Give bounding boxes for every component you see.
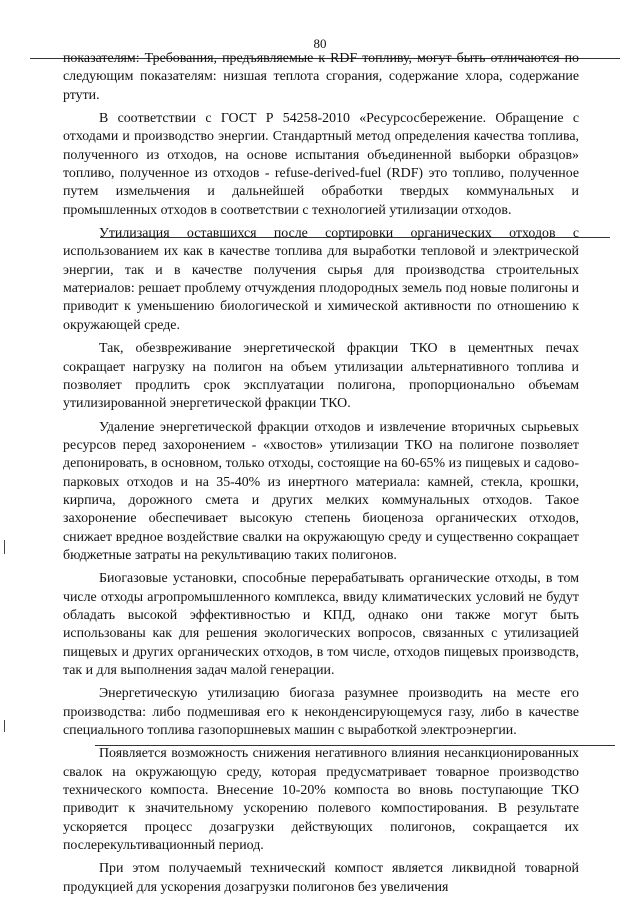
scan-margin-mark-2	[4, 720, 5, 732]
paragraph-7: Энергетическую утилизацию биогаза разумнее производить на месте его производства: либо подмешивая его к неконденсирующемуся газу, либо в качестве специального топлива газопоршневых машин с выработкой электроэнергии.	[63, 686, 579, 739]
paragraph-6: Биогазовые установки, способные перерабатывать органические отходы, в том числе отходы агропромышленного комплекса, ввиду климатических условий не будут обладать высокой эффективностью и КПД, однако они также могут быть использованы как для решения экологических вопросов, связанных с утилизацией пищевых и других органических отходов, в том числе, отходов пищевых производств, так и для выполнения задач малой генерации.	[63, 571, 579, 678]
document-body	[63, 50, 579, 897]
paragraph-2: В соответствии с ГОСТ Р 54258-2010 «Ресурсосбережение. Обращение с отходами и производство энергии. Стандартный метод определения качества топлива, полученного из отходов, на основе испытания объединенной выборки образцов» топливо, полученное из отходов - refuse-derived-fuel (RDF) это топливо, полученное путем измельчения и дальнейшей обработки твердых коммунальных и промышленных отходов в соответствии с технологией утилизации отходов.	[63, 111, 579, 218]
paragraph-5: Удаление энергетической фракции отходов и извлечение вторичных сырьевых ресурсов перед захоронением - «хвостов» утилизации ТКО на полигоне позволяет депонировать, в основном, только отходы, состоящие на 60-65% из пищевых и садово- парковых отходов и на 35-40% из инертного материала: камней, стекла, крошки, кирпича, дорожного смета и других мелких коммунальных отходов. Такое захоронение обеспечивает высокую степень биоценоза органических отходов, снижает вредное воздействие свалки на окружающую среду и существенно сокращает бюджетные затраты на рекультивацию таких полигонов.	[63, 419, 579, 563]
paragraph-8: Появляется возможность снижения негативного влияния несанкционированных свалок на окружающую среду, которая предусматривает товарное производство технического компоста. Внесение 10-20% компоста во вновь поступающие ТКО приводит к значительному ускорению полевого компостирования. В результате ускоряется процесс дозагрузки действующих полигонов, сокращается их послерекультивационный период.	[63, 746, 579, 854]
paragraph-4: Так, обезвреживание энергетической фракции ТКО в цементных печах сокращает нагрузку на полигон на объем утилизации альтернативного топлива и позволяет продлить срок эксплуатации полигона, пропорционально объемам утилизированной энергетической фракции ТКО.	[63, 341, 579, 412]
scan-margin-mark-1	[4, 540, 5, 554]
page-number: 80	[313, 36, 327, 51]
paragraph-3: Утилизация оставшихся после сортировки органических отходов с использованием их как в качестве топлива для выработки тепловой и электрической энергии, так и в качестве получения сырья для производства строительных материалов: решает проблему отчуждения плодородных земель под новые полигоны и приводит к уменьшению биологической и химической активности по отношению к окружающей среде.	[63, 226, 579, 333]
paragraph-9: При этом получаемый технический компост является ликвидной товарной продукцией для ускорения дозагрузки полигонов без увеличения	[63, 861, 579, 895]
paragraph-1: показателям: Требования, предъявляемые к RDF топливу, могут быть отличаются по следующим показателям: низшая теплота сгорания, содержание хлора, содержание ртути.	[63, 51, 579, 103]
